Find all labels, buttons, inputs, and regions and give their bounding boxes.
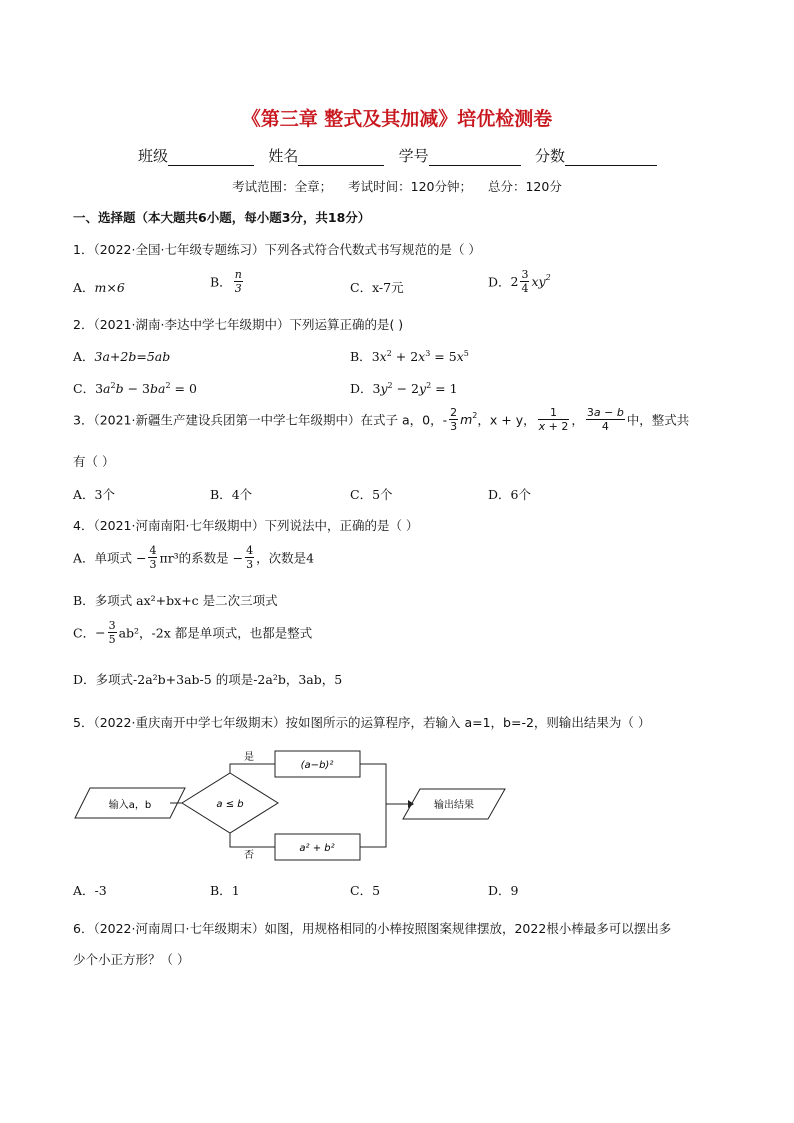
question-1-stem: 1．（2022·全国·七年级专题练习）下列各式符合代数式书写规范的是（ ） [73, 242, 481, 257]
flow-yes-text: 是 [244, 752, 254, 763]
q3-option-b[interactable]: B．4个 [210, 487, 253, 502]
q4-option-b[interactable]: B．多项式 ax²+bx+c 是二次三项式 [73, 593, 278, 608]
q1-option-a[interactable]: A．m×6 [73, 280, 125, 295]
question-3-stem: 3．（2021·新疆生产建设兵团第一中学七年级期中）在式子 a，0，- $\frac{2}{3}$ $m^2$，x + y， $\frac{1}{x + 2}$ ， $\frac{3a - b}{4}$ 中，整式共 [73, 406, 690, 433]
page-title: 《第三章 整式及其加减》培优检测卷 [241, 108, 553, 130]
q2-option-a[interactable]: A．3a+2b=5ab [73, 349, 171, 364]
exam-scope: 考试范围：全章； [232, 179, 333, 194]
q1-option-c[interactable]: C．x-7元 [350, 280, 404, 295]
flow-bottom-text: a² + b² [299, 843, 335, 854]
question-5-stem: 5．（2022·重庆南开中学七年级期末）按如图所示的运算程序，若输入 a=1，b=-2，则输出结果为（ ） [73, 715, 651, 730]
q4-option-c[interactable]: C．− $\frac{3}{5}$ ab²，-2x 都是单项式，也都是整式 [73, 619, 313, 646]
question-2-stem: 2．（2021·湖南·李达中学七年级期中）下列运算正确的是( ) [73, 317, 404, 332]
q1-option-d[interactable]: D．2 $\frac{3}{4}$ $xy^2$ [488, 268, 551, 295]
id-label: 学号 [398, 147, 429, 165]
question-6-line1: 6．（2022·河南周口·七年级期末）如图，用规格相同的小棒按照图案规律摆放，2022根小棒最多可以摆出多 [73, 921, 672, 936]
q5-option-b[interactable]: B．1 [210, 883, 240, 898]
flow-no-text: 否 [244, 850, 254, 861]
question-3-line2: 有（ ） [73, 454, 115, 469]
flow-cond-text: a ≤ b [216, 799, 244, 810]
flow-output-text: 输出结果 [434, 800, 474, 811]
q1-option-b[interactable]: B． $\frac{n}{3}$ [210, 268, 242, 295]
q3-option-a[interactable]: A．3个 [73, 487, 115, 502]
name-label: 姓名 [268, 147, 299, 165]
class-label: 班级 [138, 147, 169, 165]
flow-top-text: (a−b)² [300, 760, 334, 771]
q4-option-a[interactable]: A．单项式 − $\frac{4}{3}$ πr³的系数是 − $\frac{4}{3}$ ，次数是4 [73, 544, 315, 571]
q2-option-d[interactable]: D．$3y^2 - 2y^2 = 1$ [350, 380, 458, 396]
question-4-stem: 4．（2021·河南南阳·七年级期中）下列说法中，正确的是（ ） [73, 518, 419, 533]
q3-option-c[interactable]: C．5个 [350, 487, 393, 502]
exam-total: 总分：120分 [487, 179, 562, 194]
q3-option-d[interactable]: D．6个 [488, 487, 531, 502]
section-heading: 一、选择题（本大题共6小题，每小题3分，共18分） [73, 210, 371, 225]
flow-input-text: 输入a，b [108, 800, 152, 811]
question-6-line2: 少个小正方形？（ ） [73, 952, 190, 967]
q4-option-d[interactable]: D．多项式-2a²b+3ab-5 的项是-2a²b，3ab，5 [73, 672, 343, 687]
q2-option-b[interactable]: B．$3x^2 + 2x^3 = 5x^5$ [350, 348, 469, 364]
q2-option-c[interactable]: C．$3a^2b - 3ba^2 = 0$ [73, 380, 197, 396]
exam-time: 考试时间：120分钟； [348, 179, 472, 194]
q5-option-d[interactable]: D．9 [488, 883, 519, 898]
q5-option-a[interactable]: A．-3 [73, 883, 107, 898]
score-label: 分数 [534, 147, 565, 165]
q5-option-c[interactable]: C．5 [350, 883, 381, 898]
